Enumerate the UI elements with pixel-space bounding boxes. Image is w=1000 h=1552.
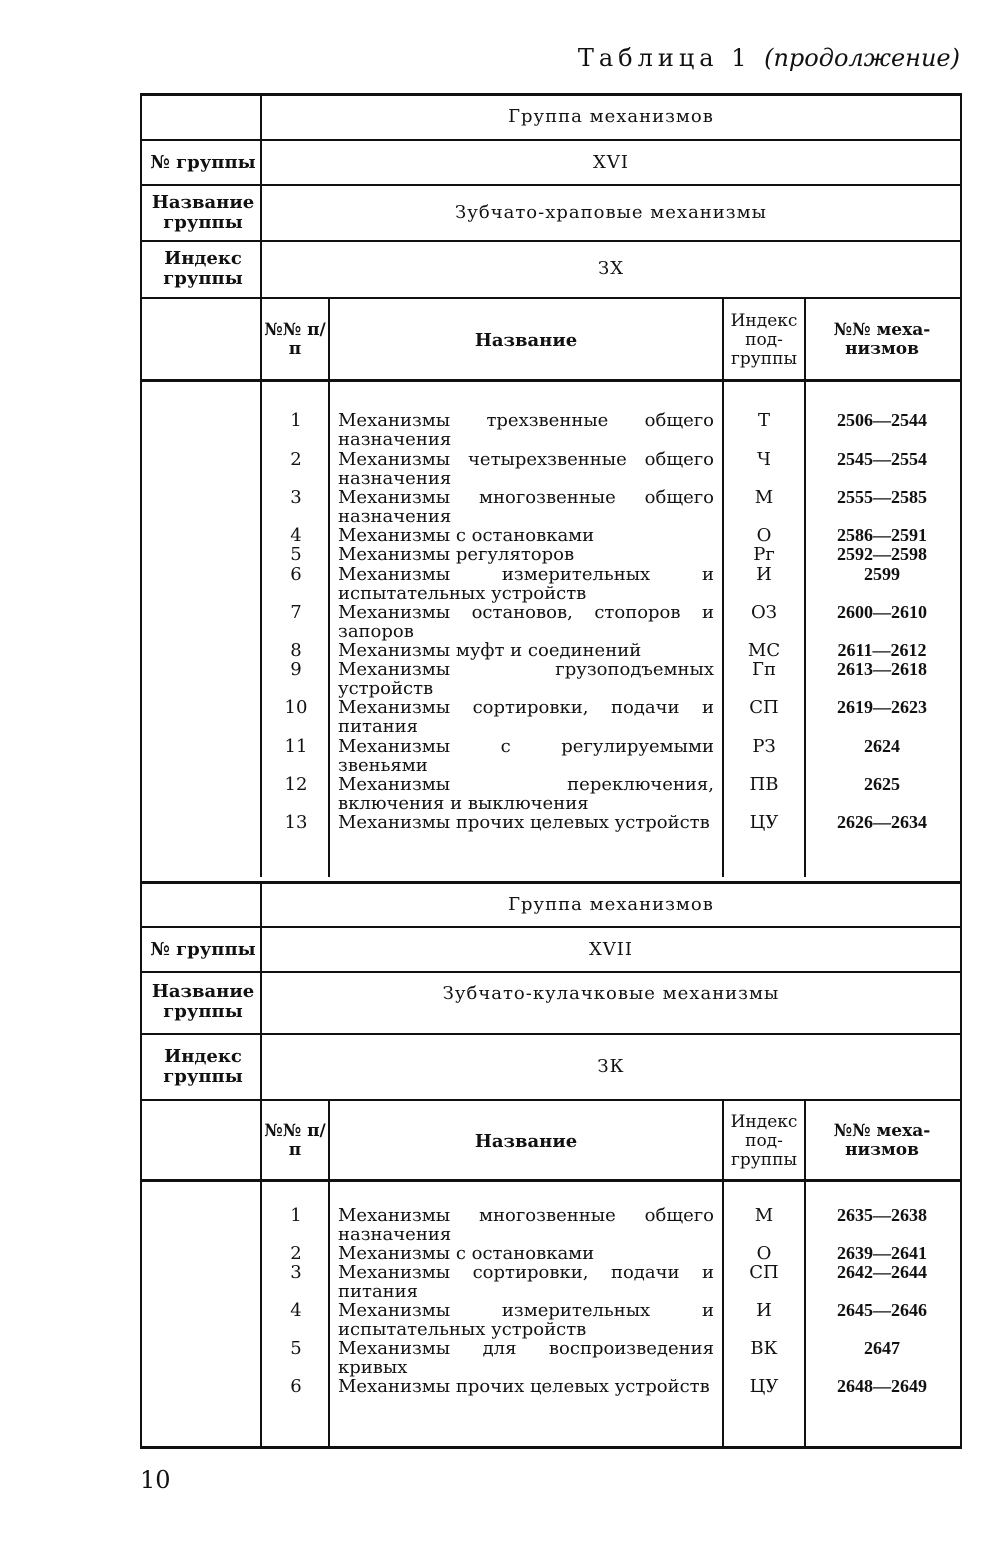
row-subgroup-index: Т: [757, 410, 770, 431]
group-name-label: Название группы: [151, 981, 255, 1022]
caption-title: Таблица 1: [577, 44, 752, 72]
row-subgroup-index: ОЗ: [751, 602, 777, 623]
row-subgroup-index: О: [756, 525, 772, 546]
row-number: 10: [284, 697, 308, 718]
row-number: 6: [290, 564, 302, 585]
row-mechanism-numbers: 2625: [864, 774, 900, 794]
group-index: ЗХ: [597, 258, 625, 279]
group-name: Зубчато-кулачковые механизмы: [442, 983, 780, 1004]
row-mechanism-numbers: 2586—2591: [837, 525, 927, 545]
row-name: Механизмы с регулируемыми звеньями: [338, 736, 714, 776]
row-number: 2: [290, 449, 302, 470]
col-header-subindex: Индекс под-группы: [730, 1111, 798, 1170]
row-subgroup-index: МС: [747, 640, 781, 661]
row-name: Механизмы грузоподъемных устройств: [338, 659, 714, 699]
group-index-label: Индекс группы: [163, 1046, 243, 1087]
row-mechanism-numbers: 2599: [864, 564, 900, 584]
row-name: Механизмы муфт и соединений: [338, 640, 642, 661]
col-header-numbers: №№ меха-низмов: [833, 320, 931, 359]
row-subgroup-index: СП: [749, 697, 779, 718]
col-header-no: №№ п/п: [264, 320, 326, 359]
row-name: Механизмы прочих целевых устройств: [338, 812, 710, 833]
row-number: 4: [290, 1300, 302, 1321]
row-number: 5: [290, 1338, 302, 1359]
row-subgroup-index: М: [754, 1205, 774, 1226]
row-subgroup-index: ЦУ: [749, 812, 779, 833]
group-number: XVII: [588, 939, 634, 960]
group-index: ЗК: [597, 1056, 625, 1077]
group-name: Зубчато-храповые механизмы: [455, 202, 767, 223]
row-mechanism-numbers: 2611—2612: [837, 640, 927, 660]
col-header-name: Название: [474, 1130, 578, 1152]
row-name: Механизмы переключения, включения и выключения: [338, 774, 714, 814]
row-number: 3: [290, 1262, 302, 1283]
row-number: 13: [284, 812, 308, 833]
row-mechanism-numbers: 2600—2610: [837, 602, 927, 622]
row-mechanism-numbers: 2506—2544: [837, 410, 927, 430]
row-name: Механизмы сортировки, подачи и питания: [338, 1262, 714, 1302]
row-name: Механизмы с остановками: [338, 1243, 595, 1264]
row-name: Механизмы измерительных и испытательных устройств: [338, 1300, 714, 1340]
row-name: Механизмы многозвенные общего назначения: [338, 487, 714, 527]
row-subgroup-index: И: [756, 1300, 772, 1321]
row-subgroup-index: И: [756, 564, 772, 585]
row-mechanism-numbers: 2592—2598: [837, 544, 927, 564]
row-mechanism-numbers: 2647: [864, 1338, 900, 1358]
row-number: 4: [290, 525, 302, 546]
col-header-name: Название: [474, 329, 578, 351]
row-name: Механизмы многозвенные общего назначения: [338, 1205, 714, 1245]
row-number: 5: [290, 544, 302, 565]
row-subgroup-index: М: [754, 487, 774, 508]
row-mechanism-numbers: 2648—2649: [837, 1376, 927, 1396]
row-name: Механизмы с остановками: [338, 525, 595, 546]
row-mechanism-numbers: 2555—2585: [837, 487, 927, 507]
page-number: 10: [140, 1466, 171, 1494]
row-name: Механизмы для воспроизведения кривых: [338, 1338, 714, 1378]
group-name-label: Название группы: [151, 192, 255, 233]
row-number: 1: [290, 1205, 302, 1226]
row-number: 9: [290, 659, 302, 680]
row-mechanism-numbers: 2626—2634: [837, 812, 927, 832]
group-index-label: Индекс группы: [163, 248, 243, 289]
row-number: 3: [290, 487, 302, 508]
group-number: XVI: [593, 152, 629, 173]
row-name: Механизмы трехзвенные общего назначения: [338, 410, 714, 450]
row-mechanism-numbers: 2619—2623: [837, 697, 927, 717]
row-subgroup-index: Гп: [752, 659, 776, 680]
row-mechanism-numbers: 2613—2618: [837, 659, 927, 679]
row-subgroup-index: ПВ: [749, 774, 779, 795]
row-number: 1: [290, 410, 302, 431]
row-subgroup-index: СП: [749, 1262, 779, 1283]
row-name: Механизмы измерительных и испытательных устройств: [338, 564, 714, 604]
row-subgroup-index: Рг: [753, 544, 775, 565]
row-subgroup-index: РЗ: [752, 736, 776, 757]
row-number: 2: [290, 1243, 302, 1264]
row-number: 11: [284, 736, 308, 757]
col-header-subindex: Индекс под-группы: [730, 310, 798, 369]
row-mechanism-numbers: 2645—2646: [837, 1300, 927, 1320]
group-header: Группа механизмов: [508, 106, 714, 127]
table-caption: [578, 44, 960, 72]
row-number: 6: [290, 1376, 302, 1397]
row-name: Механизмы регуляторов: [338, 544, 575, 565]
row-number: 7: [290, 602, 302, 623]
row-number: 12: [284, 774, 308, 795]
row-name: Механизмы прочих целевых устройств: [338, 1376, 710, 1397]
row-subgroup-index: ЦУ: [749, 1376, 779, 1397]
row-mechanism-numbers: 2545—2554: [837, 449, 927, 469]
row-name: Механизмы сортировки, подачи и питания: [338, 697, 714, 737]
row-mechanism-numbers: 2635—2638: [837, 1205, 927, 1225]
group-no-label: № группы: [150, 939, 256, 960]
row-number: 8: [290, 640, 302, 661]
row-mechanism-numbers: 2639—2641: [837, 1243, 927, 1263]
row-name: Механизмы остановов, стопоров и запоров: [338, 602, 714, 642]
group-header: Группа механизмов: [508, 894, 714, 915]
col-header-no: №№ п/п: [264, 1121, 326, 1160]
mechanisms-table: [140, 93, 962, 1449]
row-subgroup-index: ВК: [750, 1338, 778, 1359]
row-subgroup-index: Ч: [757, 449, 771, 470]
col-header-numbers: №№ меха-низмов: [833, 1121, 931, 1160]
row-mechanism-numbers: 2642—2644: [837, 1262, 927, 1282]
row-subgroup-index: О: [756, 1243, 772, 1264]
caption-note: (продолжение): [764, 44, 960, 72]
row-name: Механизмы четырехзвенные общего назначения: [338, 449, 714, 489]
group-no-label: № группы: [150, 152, 256, 173]
row-mechanism-numbers: 2624: [864, 736, 900, 756]
